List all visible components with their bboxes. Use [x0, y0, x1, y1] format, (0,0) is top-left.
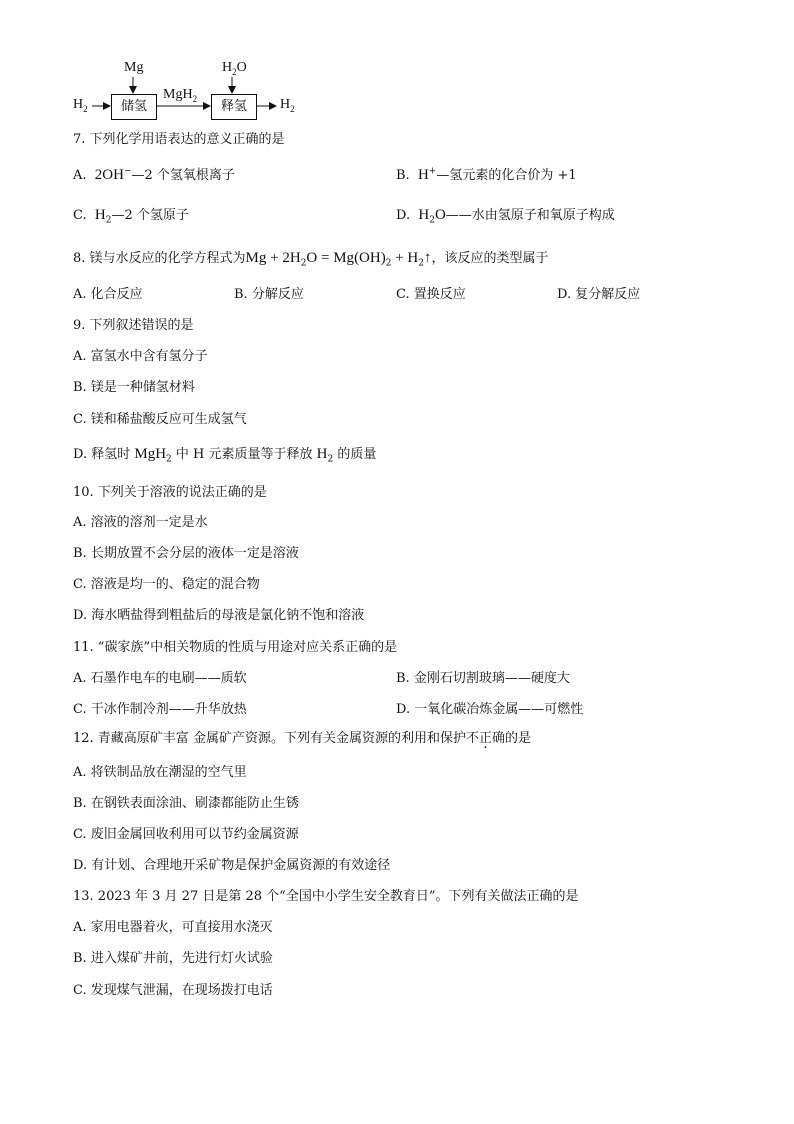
mgh2-label: MgH$_2$	[163, 87, 198, 104]
h2-input-label: $H_2$	[73, 97, 88, 114]
q12-option-d: D. 有计划、合理地开采矿物是保护金属资源的有效途径	[73, 858, 391, 873]
q10-stem: 10. 下列关于溶液的说法正确的是	[73, 485, 267, 500]
q10-option-b: B. 长期放置不会分层的液体一定是溶液	[73, 546, 299, 561]
q9-stem: 9. 下列叙述错误的是	[73, 318, 194, 333]
q9-option-a: A. 富氢水中含有氢分子	[73, 349, 208, 364]
q10-option-a: A. 溶液的溶剂一定是水	[73, 515, 208, 530]
diagram-arrows	[0, 0, 320, 130]
q12-stem: 12. 青藏高原矿丰富 金属矿产资源。下列有关金属资源的利用和保护不正确的是	[73, 731, 531, 746]
q11-option-d: D. 一氧化碳冶炼金属——可燃性	[396, 702, 584, 717]
q8-option-a: A. 化合反应	[73, 287, 143, 302]
q11-stem: 11. “碳家族”中相关物质的性质与用途对应关系正确的是	[73, 640, 398, 655]
q9-option-d: D. 释氢时 MgH$_2$ 中 H 元素质量等于释放 $H_2$ 的质量	[73, 446, 377, 465]
q7-stem: 7. 下列化学用语表达的意义正确的是	[73, 132, 285, 147]
emphasized-not-correct: 不正确	[465, 731, 505, 746]
storage-box: 储氢	[111, 94, 157, 120]
h2o-label: $H_2O$	[222, 60, 247, 77]
q13-stem: 13. 2023 年 3 月 27 日是第 28 个“全国中小学生安全教育日”。下列有关做法正确的是	[73, 889, 579, 904]
q12-option-b: B. 在钢铁表面涂油、刷漆都能防止生锈	[73, 796, 299, 811]
q8-option-c: C. 置换反应	[396, 287, 466, 302]
q7-option-d: D. $H_2O——$水由氢原子和氧原子构成	[396, 207, 615, 226]
q13-option-a: A. 家用电器着火，可直接用水浇灭	[73, 920, 273, 935]
q11-option-b: B. 金刚石切割玻璃——硬度大	[396, 671, 570, 686]
q7-option-a: A. 2OH−—2 个氢氧根离子	[73, 166, 235, 183]
q10-option-c: C. 溶液是均一的、稳定的混合物	[73, 577, 260, 592]
q11-option-c: C. 干冰作制冷剂——升华放热	[73, 702, 247, 717]
q12-option-c: C. 废旧金属回收利用可以节约金属资源	[73, 827, 299, 842]
q11-option-a: A. 石墨作电车的电刷——质软	[73, 671, 247, 686]
q7-option-c: C. $H_2—2$ 个氢原子	[73, 207, 189, 226]
release-box: 释氢	[211, 94, 257, 120]
q9-option-b: B. 镁是一种储氢材料	[73, 380, 195, 395]
q13-option-c: C. 发现煤气泄漏，在现场拨打电话	[73, 983, 273, 998]
q8-option-d: D. 复分解反应	[557, 287, 641, 302]
q8-option-b: B. 分解反应	[234, 287, 304, 302]
q7-option-b: B. H+—氢元素的化合价为 +1	[396, 166, 577, 183]
q9-option-c: C. 镁和稀盐酸反应可生成氢气	[73, 412, 247, 427]
q8-stem: 8. 镁与水反应的化学方程式为$Mg + 2H_2O = Mg(OH)_2$ + $H_2↑$，该反应的类型属于	[73, 250, 549, 269]
q13-option-b: B. 进入煤矿井前，先进行灯火试验	[73, 951, 273, 966]
h2-output-label: $H_2$	[280, 97, 295, 114]
mg-label: Mg	[124, 60, 144, 75]
q10-option-d: D. 海水晒盐得到粗盐后的母液是氯化钠不饱和溶液	[73, 608, 365, 623]
q12-option-a: A. 将铁制品放在潮湿的空气里	[73, 765, 247, 780]
